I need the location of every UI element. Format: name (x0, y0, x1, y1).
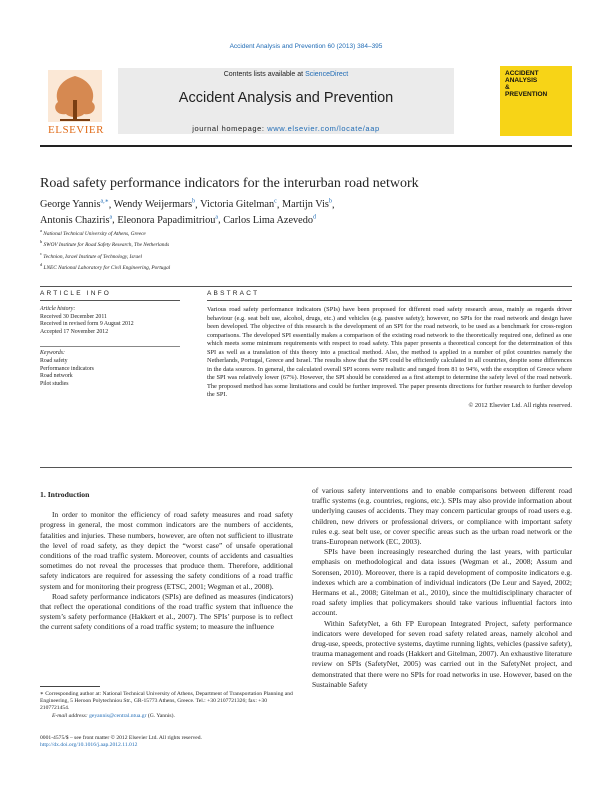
keywords-label: Keywords: (40, 350, 65, 357)
footnote (40, 691, 293, 720)
affiliation: $^c$ Technion, Israel Institute of Technology, Israel (40, 250, 142, 260)
history-item: Received 30 December 2011 (40, 313, 107, 320)
affiliation: $^d$ LNEC National Laboratory for Civil Engineering, Portugal (40, 262, 171, 271)
author[interactable]: George Yannis$^{a,∗}$ (40, 199, 109, 211)
paper-title: Road safety performance indicators for the interurban road network (40, 176, 419, 191)
info-rule-top (40, 286, 572, 287)
journal-citation[interactable]: Accident Analysis and Prevention 60 (2013) 384–395 (229, 43, 383, 50)
homepage-link[interactable]: www.elsevier.com/locate/aap (267, 124, 380, 133)
author-affiliation-mark[interactable]: d (313, 214, 317, 221)
left-paragraphs (40, 510, 293, 632)
header-band (118, 68, 454, 134)
author[interactable]: Antonis Chaziris$^a$ (40, 214, 113, 226)
article-info (40, 306, 180, 388)
history-list (40, 314, 180, 337)
article-info-heading: ARTICLE INFO (40, 290, 112, 297)
affiliation-list (40, 227, 170, 272)
affiliation: $^a$ National Technical University of Athens, Greece (40, 228, 146, 237)
header-rule (40, 145, 572, 147)
publisher-wordmark: ELSEVIER (48, 124, 104, 136)
author-affiliation-mark[interactable]: a (109, 214, 113, 221)
author-affiliation-mark[interactable]: a (215, 214, 219, 221)
keywords-rule (40, 346, 180, 347)
author[interactable]: Carlos Lima Azevedo$^d$ (223, 214, 317, 226)
doi-link[interactable]: http://dx.doi.org/10.1016/j.aap.2012.11.012 (40, 742, 138, 749)
info-rule-right (207, 300, 572, 301)
author-affiliation-mark[interactable]: b (328, 199, 332, 205)
journal-homepage: journal homepage: www.elsevier.com/locate/aap (192, 124, 380, 133)
info-rule-left (40, 300, 180, 301)
section-heading: 1. Introduction (40, 490, 90, 499)
affiliation: $^b$ SWOV Institute for Road Safety Research, The Netherlands (40, 239, 170, 249)
paragraph: of various safety interventions and to enable comparisons between different road traffic systems (e.g. countries, regions, etc.). SPIs may also provide information about underlying causes of accidents. They may concern particular groups of road users e.g. children, new drivers or professional drivers, or compliance with important safety rules e.g. seat belt use, or cover specific areas such as the urban road network or the trans-European network (EC, 2003). (312, 486, 572, 547)
email-line: E-mail address: geyannis@central.ntua.gr (G. Yannis). (52, 712, 175, 719)
copyright: © 2012 Elsevier Ltd. All rights reserved. (468, 402, 572, 410)
abstract-rule-bottom (40, 467, 572, 468)
paragraph: SPIs have been increasingly researched during the last years, with particular emphasis on methodological and data issues (Wegman et al., 2008; Assum and Sorensen, 2010). Moreover, there is a rapid development of composite indicators e.g. indexes which are a combination of individual indicators (De Leur and Sayed, 2002; Hermans et al., 2008; Gitelman et al., 2010), since the multidisciplinary character of road safety implies that policymakers should take various influential factors into account. (312, 547, 572, 618)
author[interactable]: Victoria Gitelman$^c$ (200, 199, 277, 211)
corresponding-author: ∗ Corresponding author at: National Technical University of Athens, Department of Transportation Planning and Engineering, 5 Heroon Polytechniou Str., GR-15773 Athens, Greece. Tel.: +30 2107721326; fax: +30 2107721454. (40, 691, 293, 712)
author[interactable]: Eleonora Papadimitriou$^a$ (117, 214, 219, 226)
journal-title: Accident Analysis and Prevention (178, 90, 394, 106)
cover-title-line: & (505, 84, 510, 91)
cover-title-line: ANALYSIS (505, 77, 538, 84)
right-column (312, 486, 572, 690)
author-affiliation-mark[interactable]: b (192, 199, 196, 205)
author-affiliation-mark[interactable]: c (274, 199, 277, 205)
journal-cover (500, 66, 572, 136)
issn-line: 0001-4575/$ – see front matter © 2012 Elsevier Ltd. All rights reserved. (40, 735, 202, 741)
contents-line: Contents lists available at ScienceDirect (223, 71, 349, 78)
abstract-heading: ABSTRACT (207, 290, 260, 297)
keyword: Road safety (40, 357, 68, 364)
author[interactable]: Martijn Vis$^b$ (281, 199, 332, 211)
journal-header (40, 66, 572, 140)
author[interactable]: Wendy Weijermars$^b$ (113, 199, 196, 211)
cover-title (505, 70, 547, 98)
left-column (40, 490, 293, 633)
abstract-text: Various road safety performance indicators (SPIs) have been proposed for different road safety research areas, mainly as regards driver behaviour (e.g. seat belt use, alcohol, drugs, etc.) and vehicles (e.g. passive safety); however, no SPIs for the road network and design have been developed. The objective of this research is the development of an SPI for the road network, to be used as a benchmark for cross-region comparisons. The developed SPI essentially makes a comparison of the existing road network to the theoretically required one, defined as one which meets some minimum requirements with respect to road safety. This paper presents a theoretical concept for the determination of this SPI as well as a translation of this theory into a practical method. Also, the method is applied in a number of pilot countries namely the Netherlands, Portugal, Greece and Israel. The results show that the SPI could be efficiently calculated in all countries, despite some differences in the data sources. In general, the calculated overall SPI scores were realistic and ranged from 81 to 94%, with the exception of Greece where the SPI was relatively lower (67%). However, the SPI should be considered as a first attempt to determine the safety level of the road network. The proposed method has some limitations and could be further improved. The paper presents directions for further research to further develop the SPI. (207, 306, 572, 399)
history-item: Accepted 17 November 2012 (40, 328, 109, 335)
keyword: Road network (40, 373, 73, 380)
paragraph: In order to monitor the efficiency of road safety measures and road safety progress in general, the most common indicators are the numbers of accidents, fatalities and injuries. These numbers, however, are often not sufficient to illustrate the level of road safety, as they depict the “worst case” of unsafe operational conditions of the road traffic system. Moreover, counts of accidents and casualties sometimes do not reveal the processes that produce them. Therefore, additional safety indicators are required for assessing the safety conditions of a road traffic system and for monitoring their progress (ETSC, 2001; Wegman et al., 2008). (40, 510, 293, 591)
cover-title-line: PREVENTION (505, 91, 548, 98)
author-affiliation-mark[interactable]: a,∗ (100, 199, 109, 205)
footnote-rule (40, 686, 100, 687)
history-label: Article history: (40, 306, 76, 312)
abstract (207, 306, 572, 411)
cover-title-line: ACCIDENT (505, 70, 539, 77)
author-list: George Yannis$^{a,∗}$, Wendy Weijermars$^b$, Victoria Gitelman$^c$, Martijn Vis$^b$, Antonis Chaziris$^a$, Eleonora Papadimitriou$^a$, Carlos Lima Azevedo$^d$ (40, 199, 335, 226)
history-item: Received in revised form 9 August 2012 (40, 321, 134, 328)
paragraph: Within SafetyNet, a 6th FP European Integrated Project, safety performance indicators were developed for seven road safety related areas, namely alcohol and drug-use, speeds, protective systems, daytime running lights, vehicles (passive safety), trauma management and roads (Hakkert and Gitelman, 2007). An exhaustive literature review on SPIs (SafetyNet, 2005) was carried out in the SafetyNet project, and demonstrated that there were no SPIs for road networks in use. However, based on the Sustainable Safety (312, 618, 572, 689)
issn-block (40, 735, 300, 749)
right-paragraphs (312, 486, 572, 690)
paragraph: Road safety performance indicators (SPIs) are defined as measures (indicators) that reflect the operational conditions of the road traffic system that influence the system’s safety performance (Hakkert et al., 2007). The SPIs’ purpose is to reflect the current safety conditions of a road traffic system; to measure the influence (40, 591, 293, 632)
email-link[interactable]: geyannis@central.ntua.gr (89, 712, 147, 719)
sciencedirect-link[interactable]: ScienceDirect (305, 71, 349, 78)
keywords-list (40, 358, 180, 388)
keyword: Performance indicators (40, 365, 94, 372)
keyword: Pilot studies (40, 380, 69, 387)
